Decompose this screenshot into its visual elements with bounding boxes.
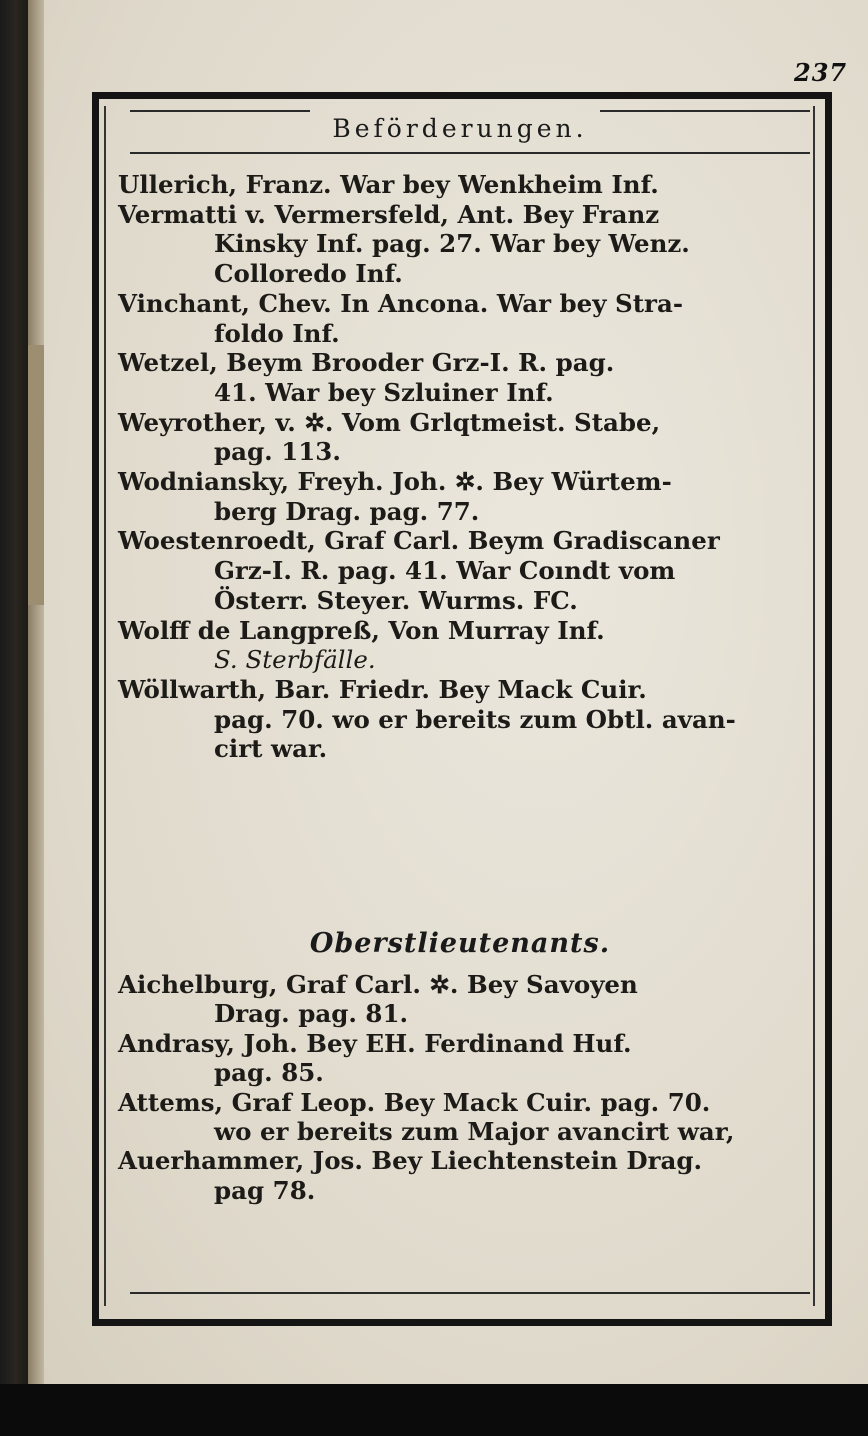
entry-line: Colloredo Inf.	[214, 259, 403, 289]
page-number: 237	[794, 58, 848, 87]
entry-line: pag 78.	[214, 1175, 316, 1205]
entries-oberstlieutenants	[118, 970, 828, 1205]
entry-line: Aichelburg, Graf Carl. ✲. Bey Savoyen	[118, 970, 638, 999]
entry-line: Kinsky Inf. pag. 27. War bey Wenz.	[214, 229, 690, 259]
entry-line: Woestenroedt, Graf Carl. Beym Gradiscaner	[118, 526, 720, 556]
entry-line: Vermatti v. Vermersfeld, Ant. Bey Franz	[118, 199, 660, 229]
entry-line: cirt war.	[214, 734, 328, 764]
entry-line: Andrasy, Joh. Bey EH. Ferdinand Huf.	[118, 1028, 632, 1058]
entry-line: Grz-I. R. pag. 41. War Coındt vom	[214, 556, 676, 586]
scan-border	[0, 1384, 868, 1436]
section-title-befoerderungen: Beförderungen.	[332, 114, 588, 143]
entry-line: Wetzel, Beym Brooder Grz-I. R. pag.	[118, 348, 615, 378]
entry-line: Wöllwarth, Bar. Friedr. Bey Mack Cuir.	[118, 674, 647, 704]
top-rule-right	[600, 110, 810, 112]
entry-line: Auerhammer, Jos. Bey Liechtenstein Drag.	[118, 1146, 703, 1176]
entry-line: Vinchant, Chev. In Ancona. War bey Stra-	[118, 288, 683, 318]
entry-line: pag. 85.	[214, 1058, 324, 1088]
entry-line: Weyrother, v. ✲. Vom Grlqtmeist. Stabe,	[118, 407, 661, 437]
entry-line: 41. War bey Szluiner Inf.	[214, 377, 554, 407]
title-underline	[130, 152, 810, 154]
entry-line: Drag. pag. 81.	[214, 999, 409, 1029]
entries-befoerderungen	[118, 170, 828, 764]
entry-line: Wolff de Langpreß, Von Murray Inf.	[118, 615, 605, 645]
entry-line: pag. 113.	[214, 437, 341, 467]
entry-line: wo er bereits zum Major avancirt war,	[214, 1117, 735, 1147]
top-rule-left	[130, 110, 310, 112]
section-title-oberstlieutenants: Oberstlieutenants.	[309, 928, 611, 959]
entry-line: Ullerich, Franz. War bey Wenkheim Inf.	[118, 170, 659, 199]
bottom-rule	[130, 1292, 810, 1294]
entry-line: foldo Inf.	[214, 318, 340, 348]
entry-line: berg Drag. pag. 77.	[214, 496, 480, 526]
entry-line: Wodniansky, Freyh. Joh. ✲. Bey Würtem-	[118, 467, 672, 497]
entry-line: pag. 70. wo er bereits zum Obtl. avan-	[214, 704, 736, 734]
entry-line: S. Sterbfälle.	[214, 645, 376, 675]
entry-line: Attems, Graf Leop. Bey Mack Cuir. pag. 70.	[118, 1087, 711, 1117]
entry-line: Österr. Steyer. Wurms. FC.	[214, 585, 578, 615]
